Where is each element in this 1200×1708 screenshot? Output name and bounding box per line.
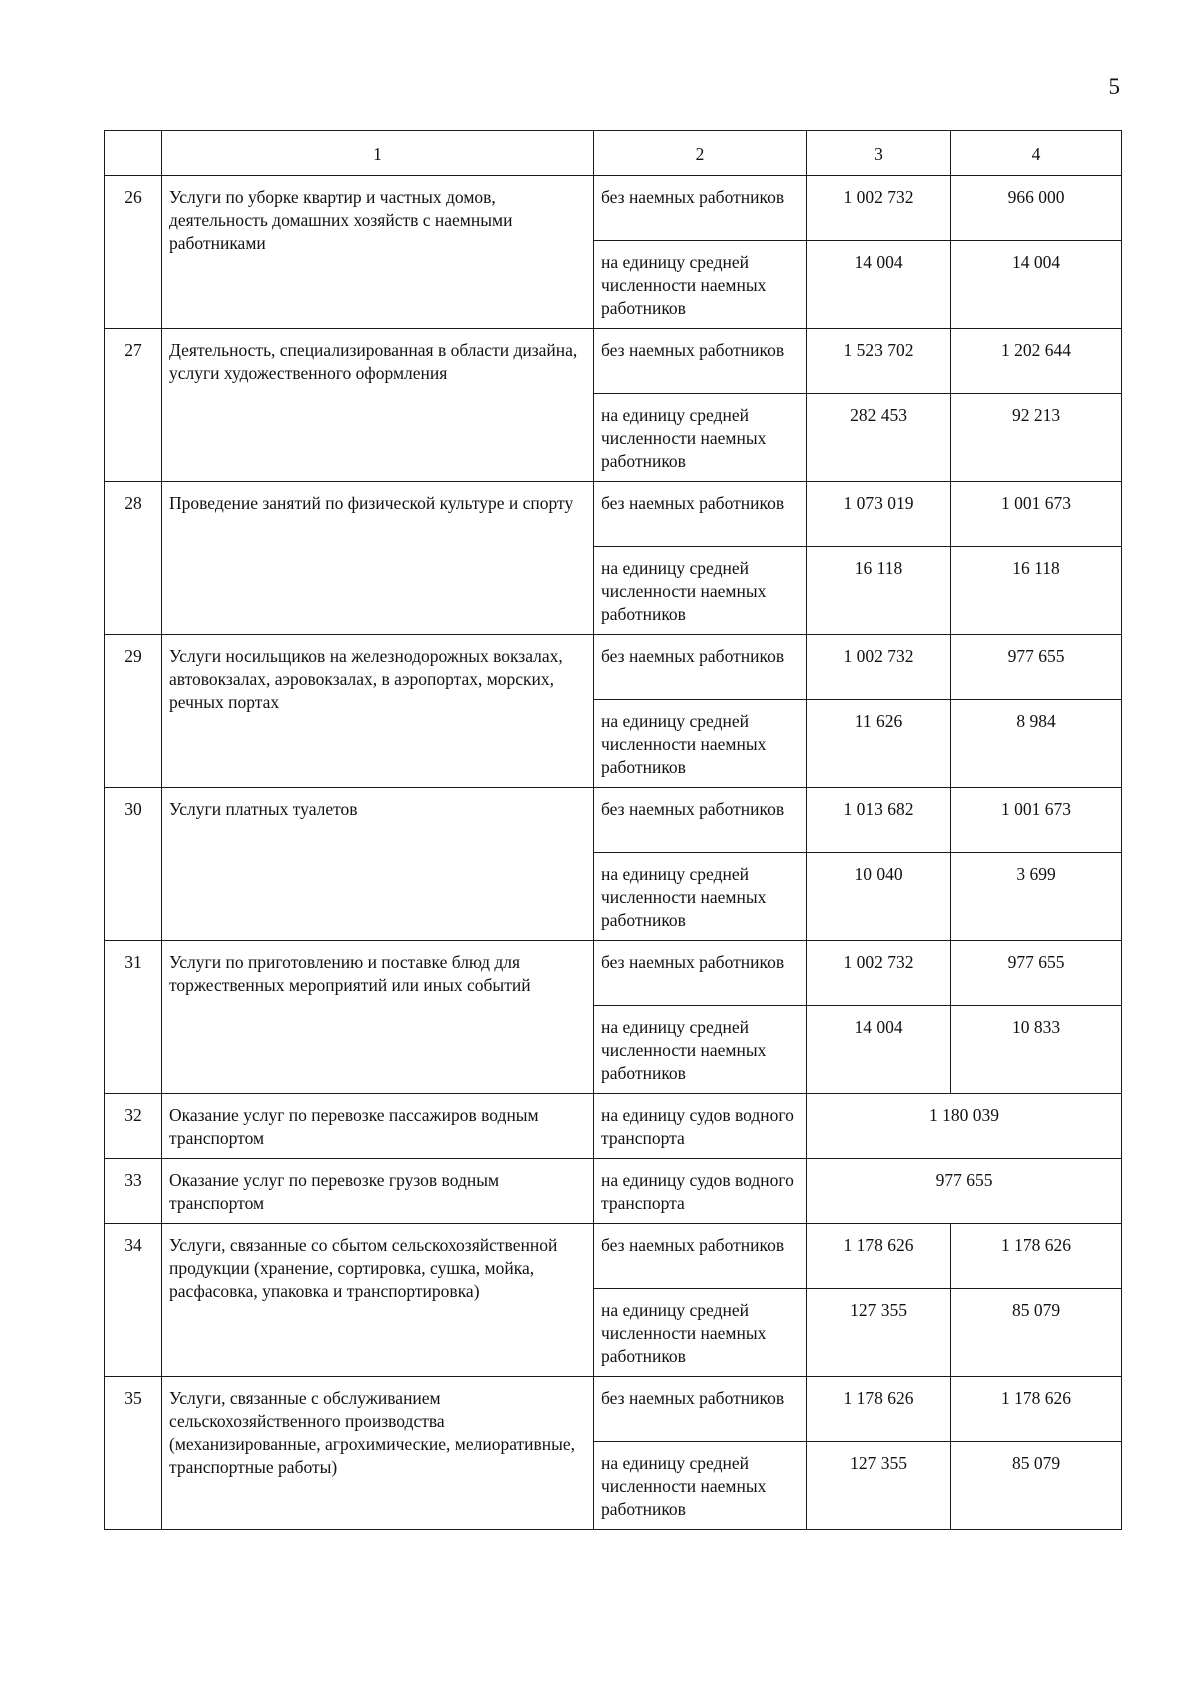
unit-cell: без наемных работников	[594, 635, 807, 700]
value-col4: 977 655	[951, 635, 1122, 700]
unit-cell: без наемных работников	[594, 176, 807, 241]
activity-name: Деятельность, специализированная в области дизайна, услуги художественного оформления	[162, 329, 594, 482]
value-col3: 1 178 626	[807, 1224, 951, 1289]
value-col4: 1 001 673	[951, 788, 1122, 853]
activity-name: Проведение занятий по физической культуре и спорту	[162, 482, 594, 635]
unit-cell: без наемных работников	[594, 1377, 807, 1442]
unit-cell: на единицу судов водного транспорта	[594, 1094, 807, 1159]
row-number: 35	[105, 1377, 162, 1530]
value-col3: 1 073 019	[807, 482, 951, 547]
value-col4: 1 178 626	[951, 1224, 1122, 1289]
header-cell-1: 1	[162, 131, 594, 176]
value-col4: 1 178 626	[951, 1377, 1122, 1442]
unit-cell: без наемных работников	[594, 482, 807, 547]
value-col3: 16 118	[807, 547, 951, 635]
value-col4: 10 833	[951, 1006, 1122, 1094]
value-merged: 977 655	[807, 1159, 1122, 1224]
header-cell-4: 4	[951, 131, 1122, 176]
value-col4: 85 079	[951, 1442, 1122, 1530]
value-col4: 1 202 644	[951, 329, 1122, 394]
table-row	[105, 176, 1122, 241]
value-col3: 10 040	[807, 853, 951, 941]
unit-cell: на единицу средней численности наемных работников	[594, 700, 807, 788]
table-row	[105, 482, 1122, 547]
unit-cell: на единицу средней численности наемных работников	[594, 1006, 807, 1094]
value-col4: 1 001 673	[951, 482, 1122, 547]
header-row	[105, 131, 1122, 176]
unit-cell: на единицу средней численности наемных работников	[594, 241, 807, 329]
row-number: 26	[105, 176, 162, 329]
value-col3: 1 002 732	[807, 176, 951, 241]
value-col3: 127 355	[807, 1442, 951, 1530]
row-number: 32	[105, 1094, 162, 1159]
unit-cell: на единицу судов водного транспорта	[594, 1159, 807, 1224]
value-col3: 1 002 732	[807, 941, 951, 1006]
value-col3: 282 453	[807, 394, 951, 482]
value-col3: 14 004	[807, 241, 951, 329]
activity-name: Услуги по уборке квартир и частных домов, деятельность домашних хозяйств с наемными работниками	[162, 176, 594, 329]
table-row	[105, 1094, 1122, 1159]
page-number: 5	[1108, 74, 1120, 99]
value-col3: 1 523 702	[807, 329, 951, 394]
value-col3: 14 004	[807, 1006, 951, 1094]
activity-name: Услуги платных туалетов	[162, 788, 594, 941]
header-cell-2: 2	[594, 131, 807, 176]
value-col4: 3 699	[951, 853, 1122, 941]
unit-cell: без наемных работников	[594, 941, 807, 1006]
row-number: 28	[105, 482, 162, 635]
unit-cell: без наемных работников	[594, 1224, 807, 1289]
unit-cell: на единицу средней численности наемных работников	[594, 1442, 807, 1530]
value-col4: 85 079	[951, 1289, 1122, 1377]
activity-name: Оказание услуг по перевозке грузов водным транспортом	[162, 1159, 594, 1224]
table-row	[105, 635, 1122, 700]
header-cell-3: 3	[807, 131, 951, 176]
value-col3: 127 355	[807, 1289, 951, 1377]
value-col3: 1 178 626	[807, 1377, 951, 1442]
unit-cell: на единицу средней численности наемных работников	[594, 1289, 807, 1377]
table-row	[105, 1377, 1122, 1442]
table-row	[105, 329, 1122, 394]
value-col3: 1 002 732	[807, 635, 951, 700]
table-row	[105, 1224, 1122, 1289]
row-number: 31	[105, 941, 162, 1094]
unit-cell: на единицу средней численности наемных работников	[594, 394, 807, 482]
row-number: 33	[105, 1159, 162, 1224]
table-row	[105, 788, 1122, 853]
header-cell-no	[105, 131, 162, 176]
row-number: 30	[105, 788, 162, 941]
unit-cell: на единицу средней численности наемных работников	[594, 547, 807, 635]
row-number: 29	[105, 635, 162, 788]
table-row	[105, 941, 1122, 1006]
value-col3: 1 013 682	[807, 788, 951, 853]
value-col4: 16 118	[951, 547, 1122, 635]
unit-cell: без наемных работников	[594, 329, 807, 394]
unit-cell: на единицу средней численности наемных работников	[594, 853, 807, 941]
table-row	[105, 1159, 1122, 1224]
value-col4: 8 984	[951, 700, 1122, 788]
value-col4: 14 004	[951, 241, 1122, 329]
row-number: 27	[105, 329, 162, 482]
value-col4: 977 655	[951, 941, 1122, 1006]
activity-name: Услуги, связанные со сбытом сельскохозяйственной продукции (хранение, сортировка, сушка, мойка, расфасовка, упаковка и транспортировка)	[162, 1224, 594, 1377]
activity-name: Услуги носильщиков на железнодорожных вокзалах, автовокзалах, аэровокзалах, в аэропортах, морских, речных портах	[162, 635, 594, 788]
value-merged: 1 180 039	[807, 1094, 1122, 1159]
value-col4: 92 213	[951, 394, 1122, 482]
activity-name: Услуги по приготовлению и поставке блюд для торжественных мероприятий или иных событий	[162, 941, 594, 1094]
unit-cell: без наемных работников	[594, 788, 807, 853]
value-col4: 966 000	[951, 176, 1122, 241]
activity-name: Оказание услуг по перевозке пассажиров водным транспортом	[162, 1094, 594, 1159]
activity-name: Услуги, связанные с обслуживанием сельскохозяйственного производства (механизированные, агрохимические, мелиоративные, транспортные работы)	[162, 1377, 594, 1530]
value-col3: 11 626	[807, 700, 951, 788]
row-number: 34	[105, 1224, 162, 1377]
tax-rates-table	[104, 130, 1122, 1530]
